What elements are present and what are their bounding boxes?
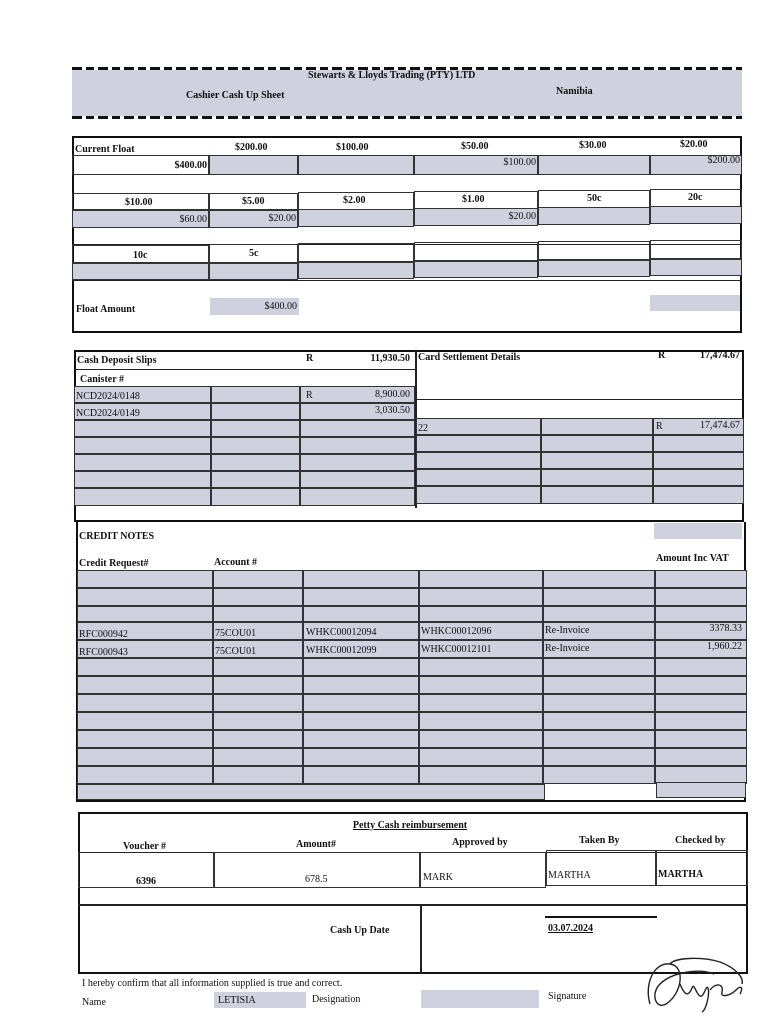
float-amount-label: Float Amount [76,304,136,315]
grid-cell [213,730,303,748]
deposit-total: 11,930.50 [370,353,410,364]
float-value-50c-cell [538,207,650,225]
float-amount-value: $400.00 [264,301,297,312]
card-total: 17,474.67 [700,350,740,361]
credit-type-2: Re-Invoice [545,643,590,654]
grid-cell [211,386,300,403]
float-rule-4 [72,280,742,281]
grid-cell [543,748,655,766]
float-value-1: $20.00 [508,211,536,222]
grid-cell [543,694,655,712]
float-amount-right-cell [650,295,740,311]
grid-cell [74,488,211,506]
grid-cell [211,420,300,437]
grid-cell [419,606,543,622]
grid-cell [303,748,419,766]
grid-cell [655,588,747,606]
petty-checked-value: MARTHA [658,869,704,880]
denom-50: $50.00 [461,141,489,152]
grid-cell [419,766,543,784]
grid-cell [213,570,303,588]
credit-request-2: RFC000943 [79,647,128,658]
float-row3-header-cell-6 [650,240,742,259]
grid-cell [303,676,419,694]
grid-cell [543,588,655,606]
float-value-row3-cell-5 [538,260,650,277]
grid-cell [77,588,213,606]
grid-cell [213,766,303,784]
petty-cash-section [78,812,748,974]
grid-cell [419,694,543,712]
grid-cell [416,435,541,452]
petty-cash-title: Petty Cash reimbursement [352,820,468,831]
grid-cell [543,606,655,622]
denom-20c: 20c [688,192,703,203]
cashup-date-label: Cash Up Date [330,925,390,936]
current-float-label: Current Float [75,144,135,155]
deposit-amount-1: 8,900.00 [375,389,410,400]
credit-doc1-2: WHKC00012099 [306,645,377,656]
deposit-ref-1: NCD2024/0148 [76,391,140,402]
float-value-100-cell [298,155,414,175]
float-value-row3-cell-6 [650,259,742,276]
grid-cell [543,766,655,784]
grid-cell [303,712,419,730]
grid-cell [77,676,213,694]
petty-taken-value: MARTHA [548,870,591,881]
deposit-header-rule [74,369,415,370]
grid-cell [77,694,213,712]
float-value-30-cell [538,155,650,175]
grid-cell [419,730,543,748]
float-value-5: $20.00 [268,213,296,224]
denom-100: $100.00 [336,142,369,153]
grid-cell [74,471,211,488]
card-row-ref: 22 [418,423,428,434]
credit-notes-top-right-cell [654,523,742,539]
float-value-2-cell [298,209,414,227]
cashup-date-value: 03.07.2024 [548,923,593,934]
designation-label: Designation [312,994,361,1005]
grid-cell [543,658,655,676]
grid-cell [303,606,419,622]
card-currency: R [658,350,666,361]
grid-cell [300,437,415,454]
name-value: LETISIA [218,995,256,1006]
card-row-currency: R [656,421,663,432]
grid-cell [77,606,213,622]
petty-col-voucher: Voucher # [123,841,167,852]
grid-cell [213,588,303,606]
deposit-ref-2: NCD2024/0149 [76,408,140,419]
petty-col-amount: Amount# [296,839,337,850]
grid-cell [213,748,303,766]
grid-cell [419,712,543,730]
grid-cell [655,712,747,730]
grid-cell [74,437,211,454]
deposit-amount-2: 3,030.50 [375,405,410,416]
petty-col-checked: Checked by [675,835,726,846]
card-row-amount: 17,474.67 [700,420,740,431]
float-value-5c-cell [209,263,298,280]
float-value-50: $100.00 [503,157,536,168]
grid-cell [541,486,653,504]
denom-5: $5.00 [242,196,265,207]
grid-cell [653,486,744,504]
grid-cell [655,570,747,588]
grid-cell [211,454,300,471]
credit-doc2-2: WHKC00012101 [421,644,492,655]
credit-notes-label: CREDIT NOTES [79,531,155,542]
grid-cell [543,676,655,694]
credit-amount-2: 1,960.22 [707,641,742,652]
cashup-rule [78,904,748,906]
grid-cell [213,606,303,622]
denom-1: $1.00 [462,194,485,205]
grid-cell [655,676,747,694]
grid-cell [303,570,419,588]
grid-cell [419,748,543,766]
grid-cell [655,658,747,676]
denom-5c: 5c [249,248,259,259]
grid-cell [77,748,213,766]
grid-cell [211,403,300,420]
name-label: Name [82,997,106,1008]
credit-grid-last-row [77,784,545,800]
petty-voucher-value: 6396 [136,876,156,887]
card-settlement-label: Card Settlement Details [418,352,521,363]
float-value-20: $200.00 [707,155,740,166]
grid-cell [303,658,419,676]
denom-30: $30.00 [579,140,607,151]
grid-cell [77,658,213,676]
header-bottom-rule [72,116,742,119]
confirmation-text: I hereby confirm that all information supplied is true and correct. [82,978,343,989]
canister-label: Canister # [80,374,124,385]
grid-cell [419,658,543,676]
float-value-200-cell [209,155,298,175]
float-row3-header-cell-4 [414,242,538,261]
denom-50c: 50c [587,193,602,204]
grid-cell [419,588,543,606]
grid-cell [211,488,300,506]
credit-doc2-1: WHKC00012096 [421,626,492,637]
grid-cell [416,469,541,486]
grid-cell [77,712,213,730]
grid-cell [303,588,419,606]
grid-cell [300,420,415,437]
grid-cell [541,418,653,435]
designation-field[interactable] [421,990,539,1008]
grid-cell [211,471,300,488]
float-value-row3-cell-3 [298,262,414,279]
grid-cell [655,694,747,712]
denom-10c: 10c [133,250,148,261]
credit-col-request: Credit Request# [79,558,149,569]
float-value-10: $60.00 [179,214,207,225]
grid-cell [543,570,655,588]
grid-cell [213,676,303,694]
cash-deposit-label: Cash Deposit Slips [77,355,157,366]
denom-10: $10.00 [125,197,153,208]
credit-col-account: Account # [214,557,258,568]
signature-mark [640,954,750,1018]
credit-amount-1: 3378.33 [709,623,742,634]
grid-cell [74,420,211,437]
credit-type-1: Re-Invoice [545,625,590,636]
grid-cell [303,694,419,712]
grid-cell [543,730,655,748]
grid-cell [77,570,213,588]
grid-cell [653,435,744,452]
credit-account-1: 75COU01 [215,628,257,639]
grid-cell [541,469,653,486]
grid-cell [303,766,419,784]
grid-cell [77,766,213,784]
grid-cell [303,730,419,748]
grid-cell [300,454,415,471]
cashup-divider [420,904,422,974]
grid-cell [213,694,303,712]
float-row3-header-cell-5 [538,241,650,260]
grid-cell [543,712,655,730]
grid-cell [419,570,543,588]
grid-cell [416,418,541,435]
credit-col-amount: Amount Inc VAT [656,553,729,564]
deposit-currency-1: R [306,390,313,401]
deposit-currency: R [306,353,314,364]
petty-approved-value: MARK [423,872,454,883]
float-value-row3-cell-4 [414,261,538,278]
credit-request-1: RFC000942 [79,629,128,640]
grid-cell [74,454,211,471]
float-value-10c-cell [72,263,209,280]
float-value-20c-cell [650,206,742,224]
grid-cell [655,730,747,748]
grid-cell [541,435,653,452]
grid-cell [541,452,653,469]
grid-cell [77,730,213,748]
float-row3-header-cell-3 [298,243,414,262]
denom-2: $2.00 [343,195,366,206]
grid-cell [213,658,303,676]
grid-cell [655,748,747,766]
sheet-title: Cashier Cash Up Sheet [186,90,285,101]
grid-cell [213,712,303,730]
card-header-rule [415,399,744,400]
petty-amount-value: 678.5 [305,874,328,885]
cashup-date-line [545,916,657,918]
grid-cell [653,452,744,469]
credit-doc1-1: WHKC00012094 [306,627,377,638]
signature-label: Signature [548,991,587,1002]
grid-cell [300,488,415,506]
float-row1-headers [72,136,742,156]
credit-grid-last-row-right [656,782,746,798]
region-label: Namibia [556,86,593,97]
petty-col-taken: Taken By [579,835,620,846]
company-name: Stewarts & Lloyds Trading (PTY) LTD [308,70,476,81]
grid-cell [300,471,415,488]
petty-col-approved: Approved by [452,837,508,848]
grid-cell [416,486,541,504]
credit-account-2: 75COU01 [215,646,257,657]
grid-cell [653,469,744,486]
grid-cell [419,676,543,694]
grid-cell [211,437,300,454]
denom-20: $20.00 [680,139,708,150]
grid-cell [655,606,747,622]
grid-cell [416,452,541,469]
denom-200: $200.00 [235,142,268,153]
float-first-value: $400.00 [174,160,207,171]
